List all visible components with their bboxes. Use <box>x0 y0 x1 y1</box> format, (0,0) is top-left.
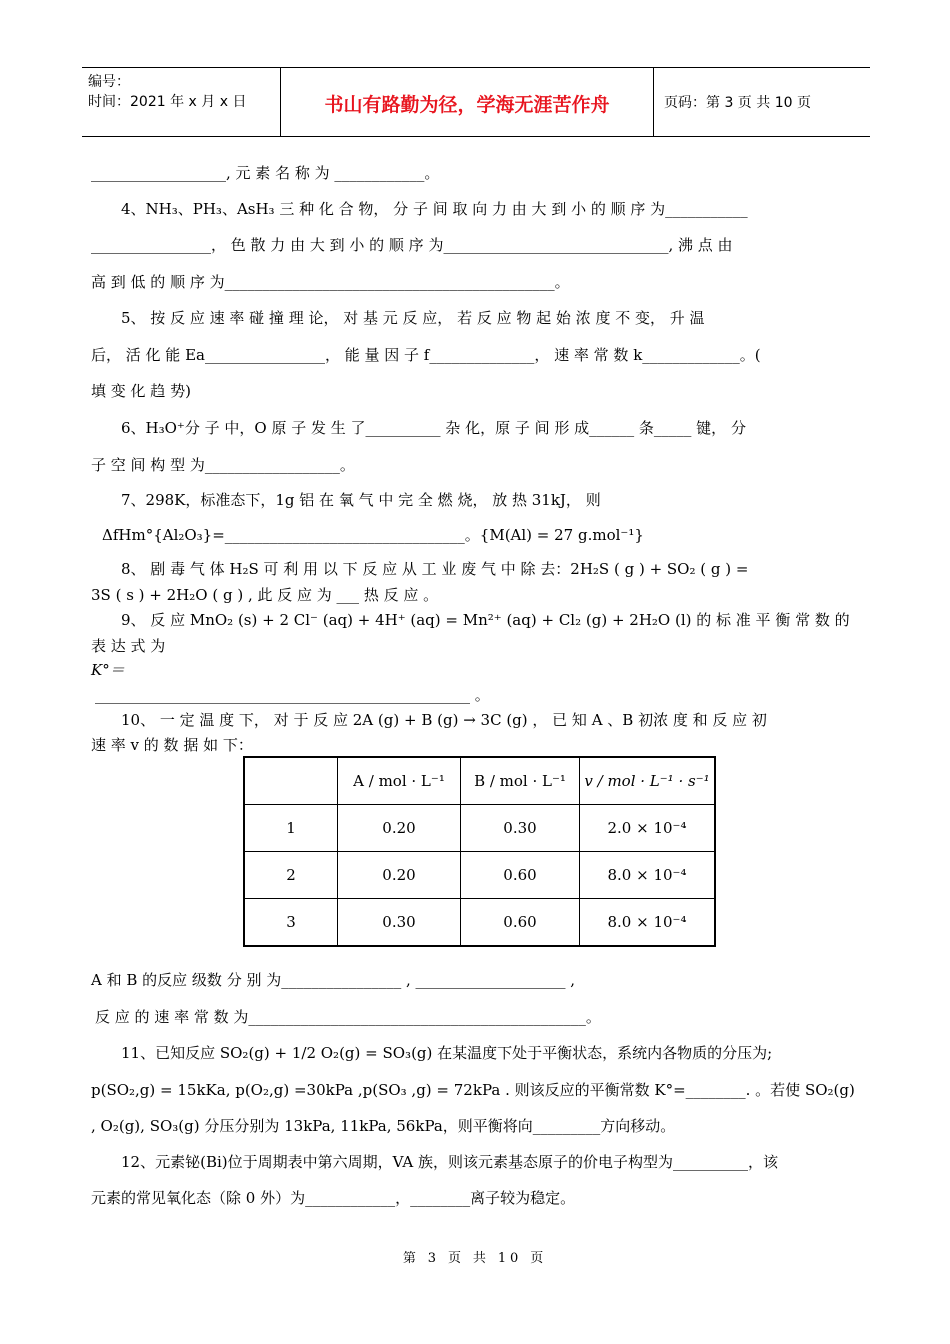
table-header-row <box>244 757 715 805</box>
text-line: 速 率 v 的 数 据 如 下： <box>91 736 253 754</box>
table-row <box>244 852 715 899</box>
text-line: 后， 活 化 能 Ea________________， 能 量 因 子 f______________， 速 率 常 数 k_____________。( <box>91 346 761 364</box>
table-cell: 0.20 <box>338 852 461 899</box>
table-header-cell: A / mol · L⁻¹ <box>338 757 461 805</box>
text-line: 反 应 的 速 率 常 数 为_____________________________________________。 <box>95 1008 601 1026</box>
text-line: 高 到 低 的 顺 序 为____________________________________________。 <box>91 273 570 291</box>
text-line: ΔfHm°{Al₂O₃}=________________________________。{M(Al) = 27 g.mol⁻¹} <box>102 526 644 544</box>
question-9: 9、 反 应 MnO₂ (s) + 2 Cl⁻ (aq) + 4H⁺ (aq) = Mn²⁺ (aq) + Cl₂ (g) + 2H₂O (l) 的 标 准 平 衡 常 数 的 <box>121 611 850 629</box>
text-line: ________________， 色 散 力 由 大 到 小 的 顺 序 为______________________________, 沸 点 由 <box>91 236 733 254</box>
table-cell: 2.0 × 10⁻⁴ <box>580 805 716 852</box>
table-cell: 3 <box>244 899 338 947</box>
text-line: 子 空 间 构 型 为__________________。 <box>91 456 355 474</box>
page-footer: 第 3 页 共 10 页 <box>402 1251 548 1266</box>
text-line: p(SO₂,g) = 15kKa, p(O₂,g) =30kPa ,p(SO₃ ,g) = 72kPa . 则该反应的平衡常数 K°=________. 。若使 SO₂(g) <box>91 1081 855 1099</box>
rate-data-table <box>243 756 716 947</box>
table-cell: 0.30 <box>461 805 580 852</box>
text-line: , O₂(g), SO₃(g) 分压分别为 13kPa, 11kPa, 56kPa，则平衡将向_________方向移动。 <box>91 1117 676 1135</box>
serial-label: 编号： <box>88 74 130 90</box>
page-info: 页码：第 3 页 共 10 页 <box>664 95 811 111</box>
question-5: 5、 按 反 应 速 率 碰 撞 理 论， 对 基 元 反 应， 若 反 应 物 起 始 浓 度 不 变， 升 温 <box>121 309 705 327</box>
table-header-cell <box>244 757 338 805</box>
page-header <box>82 67 870 137</box>
table-header-cell: B / mol · L⁻¹ <box>461 757 580 805</box>
text-line: 3S ( s ) + 2H₂O ( g ) , 此 反 应 为 ___ 热 反 应 。 <box>91 586 439 604</box>
text-line: A 和 B 的反应 级数 分 别 为________________ , ____________________ , <box>91 971 576 989</box>
question-4: 4、NH₃、PH₃、AsH₃ 三 种 化 合 物， 分 子 间 取 向 力 由 大 到 小 的 顺 序 为___________ <box>121 200 748 218</box>
text-line: 元素的常见氧化态（除 0 外）为____________，________离子较为稳定。 <box>91 1189 576 1207</box>
question-8: 8、 剧 毒 气 体 H₂S 可 利 用 以 下 反 应 从 工 业 废 气 中 除 去：2H₂S ( g ) + SO₂ ( g ) = <box>121 560 749 578</box>
table-cell: 2 <box>244 852 338 899</box>
table-row <box>244 899 715 947</box>
table-cell: 8.0 × 10⁻⁴ <box>580 899 716 947</box>
question-6: 6、H₃O⁺分 子 中，O 原 子 发 生 了__________ 杂 化，原 子 间 形 成______ 条_____ 键， 分 <box>121 419 746 437</box>
table-cell: 1 <box>244 805 338 852</box>
text-line: 表 达 式 为 <box>91 637 166 655</box>
question-11: 11、已知反应 SO₂(g) + 1/2 O₂(g) = SO₃(g) 在某温度下处于平衡状态，系统内各物质的分压为; <box>121 1044 773 1062</box>
header-motto: 书山有路勤为径，学海无涯苦作舟 <box>281 68 654 136</box>
text-line: __________________________________________________ 。 <box>95 686 490 704</box>
table-cell: 0.60 <box>461 852 580 899</box>
table-cell: 0.20 <box>338 805 461 852</box>
table-cell: 8.0 × 10⁻⁴ <box>580 852 716 899</box>
text-line: __________________, 元 素 名 称 为 ____________。 <box>91 164 440 182</box>
table-cell: 0.30 <box>338 899 461 947</box>
text-line: 填 变 化 趋 势) <box>91 382 191 400</box>
table-cell: 0.60 <box>461 899 580 947</box>
question-7: 7、298K，标准态下，1g 铝 在 氧 气 中 完 全 燃 烧， 放 热 31kJ， 则 <box>121 491 601 509</box>
question-10: 10、 一 定 温 度 下， 对 于 反 应 2A (g) + B (g) → 3C (g) ， 已 知 A 、B 初浓 度 和 反 应 初 <box>121 711 767 729</box>
header-meta <box>82 68 281 136</box>
table-row <box>244 805 715 852</box>
text-line: K°＝ <box>91 661 125 679</box>
table-header-cell: v / mol · L⁻¹ · s⁻¹ <box>580 757 716 805</box>
time-label: 时间：2021 年 x 月 x 日 <box>88 94 247 110</box>
question-12: 12、元素铋(Bi)位于周期表中第六周期，VA 族，则该元素基态原子的价电子构型为__________，该 <box>121 1153 779 1171</box>
